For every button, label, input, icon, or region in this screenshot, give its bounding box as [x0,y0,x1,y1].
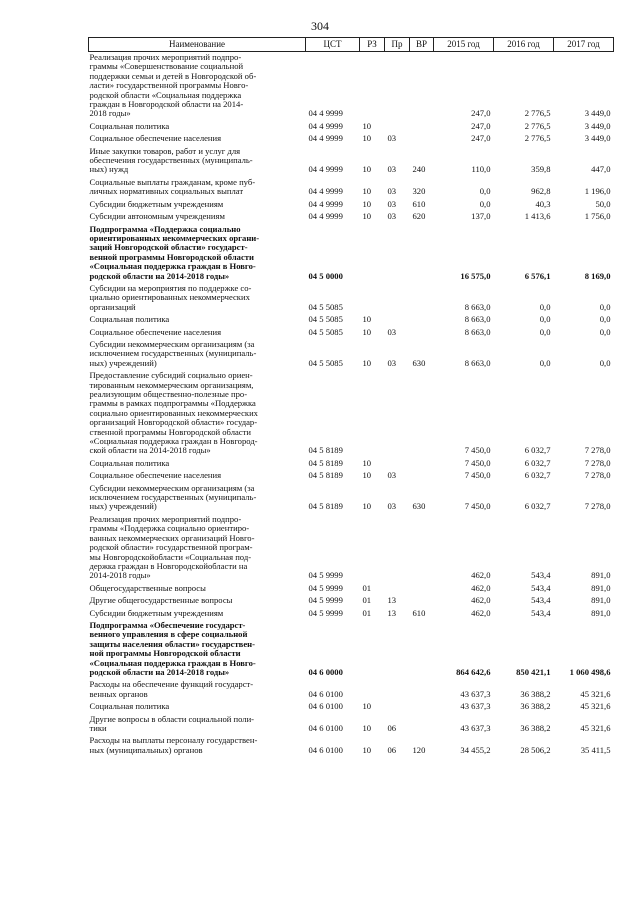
cell-cst: 04 5 9999 [308,595,343,606]
cell-pr: 03 [387,211,397,222]
cell-pr [385,224,410,283]
cell-2016: 40,3 [535,198,551,209]
cell-2016: 962,8 [531,186,551,197]
cell-vr [410,583,434,595]
cell-name: Субсидии некоммерческим организациям (за исключением государственных (муниципаль- ных) учреждений) [89,482,257,512]
cell-2017: 3 449,0 [584,133,611,144]
cell-rz [360,679,385,701]
cell-2016: 543,4 [531,607,551,618]
cell-pr: 03 [387,198,397,209]
table-row [89,339,614,370]
cell-vr [410,514,434,583]
cell-cst: 04 6 0100 [308,701,343,712]
header-name: Наименование [89,38,306,52]
table-row [89,327,614,339]
cell-2015: 8 663,0 [464,326,491,337]
cell-2017: 50,0 [595,198,611,209]
cell-cst: 04 5 5085 [308,357,343,368]
cell-cst: 04 5 8189 [308,470,343,481]
cell-2015: 247,0 [471,120,491,131]
cell-2015: 137,0 [471,211,491,222]
header-vr: ВР [410,38,434,52]
cell-2017: 8 169,0 [584,270,611,281]
cell-vr: 320 [412,186,426,197]
cell-rz [360,52,385,121]
cell-2015: 16 575,0 [460,270,491,281]
cell-vr: 630 [412,501,426,512]
cell-2016: 2 776,5 [524,133,551,144]
cell-name: Субсидии бюджетным учреждениям [89,607,224,618]
cell-2017: 7 278,0 [584,445,611,456]
table-body [89,52,614,758]
cell-cst: 04 6 0100 [308,688,343,699]
cell-cst: 04 5 0000 [308,270,343,281]
cell-vr [410,121,434,133]
cell-name: Расходы на выплаты персоналу государствен- ных (муниципальных) органов [89,735,258,755]
cell-2015: 462,0 [471,595,491,606]
cell-2016: 543,4 [531,570,551,581]
cell-2015: 7 450,0 [464,501,491,512]
cell-cst: 04 5 5085 [308,314,343,325]
cell-2017: 0,0 [599,301,611,312]
header-rz: РЗ [360,38,385,52]
cell-2017: 7 278,0 [584,470,611,481]
cell-pr [385,679,410,701]
cell-rz [360,224,385,283]
cell-2017: 0,0 [599,314,611,325]
cell-rz [360,514,385,583]
cell-2017: 891,0 [591,570,611,581]
cell-name: Социальные выплаты гражданам, кроме пуб- личных нормативных социальных выплат [89,176,256,197]
cell-2015: 8 663,0 [464,314,491,325]
cell-pr [385,283,410,314]
cell-vr [410,458,434,470]
cell-rz: 10 [362,326,372,337]
table-row [89,714,614,736]
cell-pr: 06 [387,723,397,733]
cell-2017: 3 449,0 [584,120,611,131]
cell-name: Иные закупки товаров, работ и услуг для обеспечения государственных (муниципаль- ных) нужд [89,145,253,175]
table-row [89,224,614,283]
table-row [89,735,614,757]
cell-2016: 0,0 [539,357,551,368]
cell-2017: 35 411,5 [580,744,611,755]
cell-pr: 03 [387,164,397,175]
table-row [89,470,614,482]
cell-rz [360,620,385,679]
cell-vr [410,133,434,145]
cell-rz: 10 [362,133,372,144]
cell-cst: 04 6 0000 [308,666,343,677]
cell-2016: 28 506,2 [520,744,551,755]
header-2015: 2015 год [434,38,494,52]
cell-2017: 7 278,0 [584,457,611,468]
cell-2017: 891,0 [591,607,611,618]
cell-2015: 462,0 [471,570,491,581]
cell-2016: 850 421,1 [516,666,551,677]
cell-name: Субсидии на мероприятия по поддержке со- циально ориентированных некоммерческих организаций [89,282,252,312]
cell-pr [385,514,410,583]
cell-pr: 13 [387,595,397,606]
cell-name: Расходы на обеспечение функций государст- венных органов [89,679,254,699]
cell-name: Социальное обеспечение населения [89,470,222,481]
cell-rz: 10 [362,744,372,755]
cell-2015: 0,0 [479,186,491,197]
cell-cst: 04 4 9999 [308,108,343,119]
cell-rz: 10 [362,723,372,733]
cell-2017: 447,0 [591,164,611,175]
table-row [89,608,614,620]
cell-vr [410,470,434,482]
cell-vr [410,701,434,713]
cell-pr: 03 [387,501,397,512]
table-row [89,121,614,133]
cell-cst: 04 4 9999 [308,120,343,131]
cell-name: Социальная политика [89,701,170,712]
cell-2015: 43 637,3 [460,701,491,712]
cell-name: Социальное обеспечение населения [89,326,222,337]
cell-vr: 610 [412,198,426,209]
cell-2016: 1 413,6 [524,211,551,222]
table-row [89,199,614,211]
cell-2016: 2 776,5 [524,108,551,119]
cell-rz: 10 [362,120,372,131]
cell-rz: 10 [362,701,372,712]
cell-2017: 45 321,6 [580,723,611,733]
cell-vr: 620 [412,211,426,222]
cell-pr: 03 [387,470,397,481]
cell-2015: 7 450,0 [464,470,491,481]
cell-rz: 10 [362,457,372,468]
cell-pr: 03 [387,133,397,144]
cell-rz: 01 [362,582,372,593]
cell-cst: 04 5 9999 [308,570,343,581]
cell-pr [385,121,410,133]
cell-2016: 36 388,2 [520,688,551,699]
cell-2017: 3 449,0 [584,108,611,119]
cell-2016: 6 032,7 [524,470,551,481]
cell-2017: 45 321,6 [580,688,611,699]
cell-2016: 543,4 [531,582,551,593]
cell-name: Другие общегосударственные вопросы [89,595,233,606]
cell-2016: 0,0 [539,314,551,325]
cell-rz: 10 [362,314,372,325]
cell-2017: 7 278,0 [584,501,611,512]
cell-2016: 36 388,2 [520,701,551,712]
cell-cst: 04 4 9999 [308,186,343,197]
cell-cst: 04 4 9999 [308,198,343,209]
cell-2016: 6 032,7 [524,457,551,468]
cell-2015: 34 455,2 [460,744,491,755]
table-row [89,370,614,458]
cell-rz [360,370,385,458]
cell-cst: 04 5 9999 [308,582,343,593]
cell-cst: 04 5 8189 [308,457,343,468]
table-row [89,514,614,583]
table-row [89,679,614,701]
cell-2015: 43 637,3 [460,688,491,699]
cell-vr [410,620,434,679]
cell-name: Субсидии автономным учреждениям [89,211,225,222]
cell-rz: 01 [362,607,372,618]
cell-2016: 6 032,7 [524,445,551,456]
cell-cst: 04 6 0100 [308,723,343,733]
cell-cst: 04 5 5085 [308,301,343,312]
cell-2015: 0,0 [479,198,491,209]
page-number: 304 [311,19,329,33]
table-row [89,211,614,223]
cell-2015: 110,0 [471,164,491,175]
cell-2015: 864 642,6 [456,666,491,677]
cell-vr [410,714,434,736]
cell-2016: 2 776,5 [524,120,551,131]
cell-pr: 03 [387,357,397,368]
cell-cst: 04 5 8189 [308,501,343,512]
cell-pr: 13 [387,607,397,618]
table-row [89,314,614,326]
table-row [89,620,614,679]
cell-name: Подпрограмма «Поддержка социально ориентированных некоммерческих органи- заций Новгородской области» государст- венной программы Новгородской области «Социальная поддержка граждан в Новго- родской области на 2014-2018 годы» [89,223,260,281]
cell-2017: 1 196,0 [584,186,611,197]
cell-pr [385,701,410,713]
cell-2015: 247,0 [471,108,491,119]
cell-name: Социальное обеспечение населения [89,133,222,144]
cell-rz: 10 [362,186,372,197]
cell-vr [410,679,434,701]
budget-table [88,37,614,757]
cell-2017: 0,0 [599,357,611,368]
cell-pr [385,458,410,470]
cell-cst: 04 4 9999 [308,211,343,222]
cell-2016: 6 576,1 [524,270,551,281]
cell-2016: 36 388,2 [520,723,551,733]
cell-rz: 10 [362,501,372,512]
table-row [89,583,614,595]
table-row [89,483,614,514]
table-row [89,283,614,314]
table-row [89,701,614,713]
header-2017: 2017 год [554,38,614,52]
cell-name: Субсидии некоммерческим организациям (за исключением государственных (муниципаль- ных) учреждений) [89,338,257,368]
cell-2016: 359,8 [531,164,551,175]
cell-2017: 0,0 [599,326,611,337]
cell-pr: 03 [387,326,397,337]
cell-2015: 247,0 [471,133,491,144]
cell-2015: 7 450,0 [464,445,491,456]
cell-cst: 04 5 8189 [308,445,343,456]
cell-rz [360,283,385,314]
cell-vr [410,283,434,314]
cell-2016: 6 032,7 [524,501,551,512]
cell-vr: 630 [412,357,426,368]
cell-pr: 03 [387,186,397,197]
cell-cst: 04 5 5085 [308,326,343,337]
cell-pr [385,370,410,458]
cell-cst: 04 4 9999 [308,133,343,144]
cell-2017: 45 321,6 [580,701,611,712]
cell-2015: 43 637,3 [460,723,491,733]
cell-vr [410,327,434,339]
cell-2016: 0,0 [539,326,551,337]
table-row [89,177,614,199]
header-2016: 2016 год [494,38,554,52]
cell-vr: 120 [412,744,426,755]
cell-name: Реализация прочих мероприятий подпро- граммы «Совершенствование социальной поддержки семьи и детей в Новгородской об- ласти» государственной программы Новго- родской области «Социальная поддержка граждан в Новгородской области на 2014- 2018 годы» [89,52,257,119]
cell-vr [410,52,434,121]
cell-2015: 462,0 [471,582,491,593]
cell-vr: 240 [412,164,426,175]
cell-cst: 04 5 9999 [308,607,343,618]
cell-vr [410,224,434,283]
cell-rz: 10 [362,198,372,209]
cell-2015: 462,0 [471,607,491,618]
cell-pr: 06 [387,744,397,755]
cell-2017: 891,0 [591,595,611,606]
cell-name: Другие вопросы в области социальной поли- тики [89,713,255,733]
table-row [89,458,614,470]
cell-pr [385,314,410,326]
table-row [89,52,614,121]
cell-cst: 04 6 0100 [308,744,343,755]
cell-rz: 10 [362,357,372,368]
cell-rz: 01 [362,595,372,606]
cell-vr [410,314,434,326]
cell-2016: 0,0 [539,301,551,312]
cell-rz: 10 [362,211,372,222]
cell-rz: 10 [362,164,372,175]
cell-name: Социальная политика [89,120,170,131]
cell-vr [410,370,434,458]
cell-vr: 610 [412,607,426,618]
cell-rz: 10 [362,470,372,481]
cell-name: Социальная политика [89,457,170,468]
cell-name: Субсидии бюджетным учреждениям [89,198,224,209]
cell-2015: 8 663,0 [464,301,491,312]
cell-pr [385,620,410,679]
cell-name: Подпрограмма «Обеспечение государст- венного управления в сфере социальной защиты населения области» государствен- ной программы Новгородской области «Социальная поддержка граждан в Новго- родской области на 2014-2018 годы» [89,619,256,677]
cell-name: Социальная политика [89,314,170,325]
cell-cst: 04 4 9999 [308,164,343,175]
cell-2015: 7 450,0 [464,457,491,468]
cell-name: Предоставление субсидий социально ориен- тированным некоммерческим организациям, реализующим общественно-полезные про- граммы в рамках подпрограммы «Поддержка социально ориентированных некоммерческих организаций Новгородской области» государ- ственной программы Новгородской области «Социальная поддержка граждан в Новгород- ской области на 2014-2018 годы» [89,370,258,456]
cell-2016: 543,4 [531,595,551,606]
cell-2015: 8 663,0 [464,357,491,368]
cell-name: Общегосударственные вопросы [89,582,206,593]
table-row [89,133,614,145]
cell-2017: 1 756,0 [584,211,611,222]
table-header-row [89,38,614,52]
header-pr: Пр [385,38,410,52]
cell-name: Реализация прочих мероприятий подпро- граммы «Поддержка социально ориентиро- ванных некоммерческих организаций Новго- родской области» государственной програм- мы Новгородскойобласти «Социальная под- держка граждан в Новгородскойобласти на 2014-2018 годы» [89,513,255,581]
cell-pr [385,583,410,595]
cell-2017: 1 060 498,6 [569,666,611,677]
header-cst: ЦСТ [306,38,360,52]
cell-vr [410,595,434,607]
cell-2017: 891,0 [591,582,611,593]
cell-pr [385,52,410,121]
table-row [89,146,614,177]
table-row [89,595,614,607]
